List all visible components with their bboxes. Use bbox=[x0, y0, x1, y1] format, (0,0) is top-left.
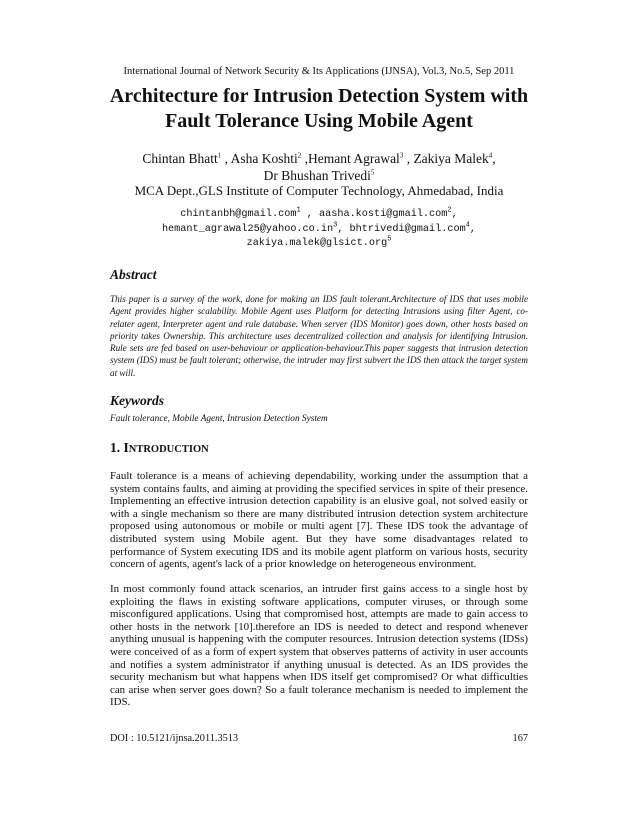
keywords-text: Fault tolerance, Mobile Agent, Intrusion Detection System bbox=[110, 414, 328, 424]
author-name: ,Hemant Agrawal bbox=[301, 151, 400, 166]
intro-paragraph-2: In most commonly found attack scenarios, an intruder first gains access to a single host by exploiting the flaws in existing software applications, computer viruses, or through some misconfigured applications. Using that compromised host, attempts are made to gain access to other hosts in the network [10].therefore an IDS is needed to detect and respond whenever anything unusual is happening with the computer resources. Intrusion detection systems (IDSs) were conceived of as a form of expert system that observes patterns of activity in user accounts and notifies a system administrator if anything unusual is detected. As an IDS provides the security mechanism but what happens when IDS itself get compromised? Or what difficulties can arise when server goes down? So a fault tolerance mechanism is needed to implement the IDS. bbox=[110, 583, 528, 709]
author-separator: , bbox=[492, 151, 496, 166]
introduction-heading bbox=[110, 440, 209, 456]
email-index: 4 bbox=[465, 221, 470, 230]
abstract-text: This paper is a survey of the work, done for making an IDS fault tolerant.Architecture of IDS that uses mobile Agent provides higher scalability. Mobile Agent uses Platform for detecting Intrusions using filter Agent, co-relater agent, Interpreter agent and rule database. When server (IDS Monitor) goes down, other hosts based on priority takes Ownership. This architecture uses decentralized collection and analysis for identifying Intrusion. Rule sets are fed based on user-behaviour or application-behaviour.This paper suggests that intrusion detection system (IDS) must be fault tolerant; otherwise, the intruder may first subvert the IDS then attack the target system at will. bbox=[110, 294, 528, 378]
author-name: Dr Bhushan Trivedi bbox=[263, 168, 371, 183]
journal-header: International Journal of Network Security & Its Applications (IJNSA), Vol.3, No.5, Sep 2011 bbox=[123, 66, 515, 77]
email: hemant_agrawal25@yahoo.co.in bbox=[161, 223, 334, 235]
email: , aasha.kosti@gmail.com bbox=[300, 209, 448, 220]
author-index: 3 bbox=[399, 151, 404, 160]
email: , bhtrivedi@gmail.com bbox=[337, 223, 466, 235]
affiliation: MCA Dept.,GLS Institute of Computer Technology, Ahmedabad, India bbox=[134, 183, 504, 198]
author-name: Chintan Bhatt bbox=[142, 151, 218, 166]
heading-number: 1. I bbox=[110, 440, 129, 455]
email-index: 3 bbox=[333, 221, 338, 230]
email: zakiya.malek@glsict.org bbox=[246, 238, 388, 249]
author-emails bbox=[110, 208, 528, 252]
author-index: 2 bbox=[297, 151, 302, 160]
heading-smallcaps: NTRODUCTION bbox=[128, 444, 209, 455]
email-separator: , bbox=[469, 223, 477, 235]
author-name: , Zakiya Malek bbox=[403, 151, 489, 166]
author-index: 1 bbox=[217, 151, 222, 160]
author-index: 4 bbox=[488, 151, 493, 160]
email-index: 2 bbox=[447, 206, 452, 215]
email-index: 5 bbox=[387, 235, 392, 244]
intro-paragraph-1: Fault tolerance is a means of achieving dependability, working under the assumption that a system contains faults, and aiming at providing the specified services in spite of their presence. Implementing an effective intrusion detection capability is an elusive goal, not solved easily or with a single mechanism so there are many distributed intrusion detection system architecture proposed using autonomous or mobile or multi agent [7]. These IDS took the advantage of distributed system using Mobile agent. But they have some disadvantages related to performance of System executing IDS and its mobile agent platform on various hosts, security concern of agents, agent's lack of a prior knowledge on heterogeneous environment. bbox=[110, 470, 528, 571]
author-index: 5 bbox=[370, 168, 375, 177]
author-name: , Asha Koshti bbox=[221, 151, 298, 166]
doi-footer: DOI : 10.5121/ijnsa.2011.3513 bbox=[110, 733, 239, 744]
email: chintanbh@gmail.com bbox=[180, 209, 297, 220]
paper-title: Architecture for Intrusion Detection System with Fault Tolerance Using Mobile Agent bbox=[109, 85, 529, 132]
email-separator: , bbox=[451, 209, 458, 220]
email-index: 1 bbox=[296, 206, 301, 215]
abstract-heading: Abstract bbox=[110, 267, 157, 282]
keywords-heading: Keywords bbox=[110, 393, 164, 408]
page-number: 167 bbox=[512, 733, 528, 744]
author-list bbox=[90, 150, 548, 184]
